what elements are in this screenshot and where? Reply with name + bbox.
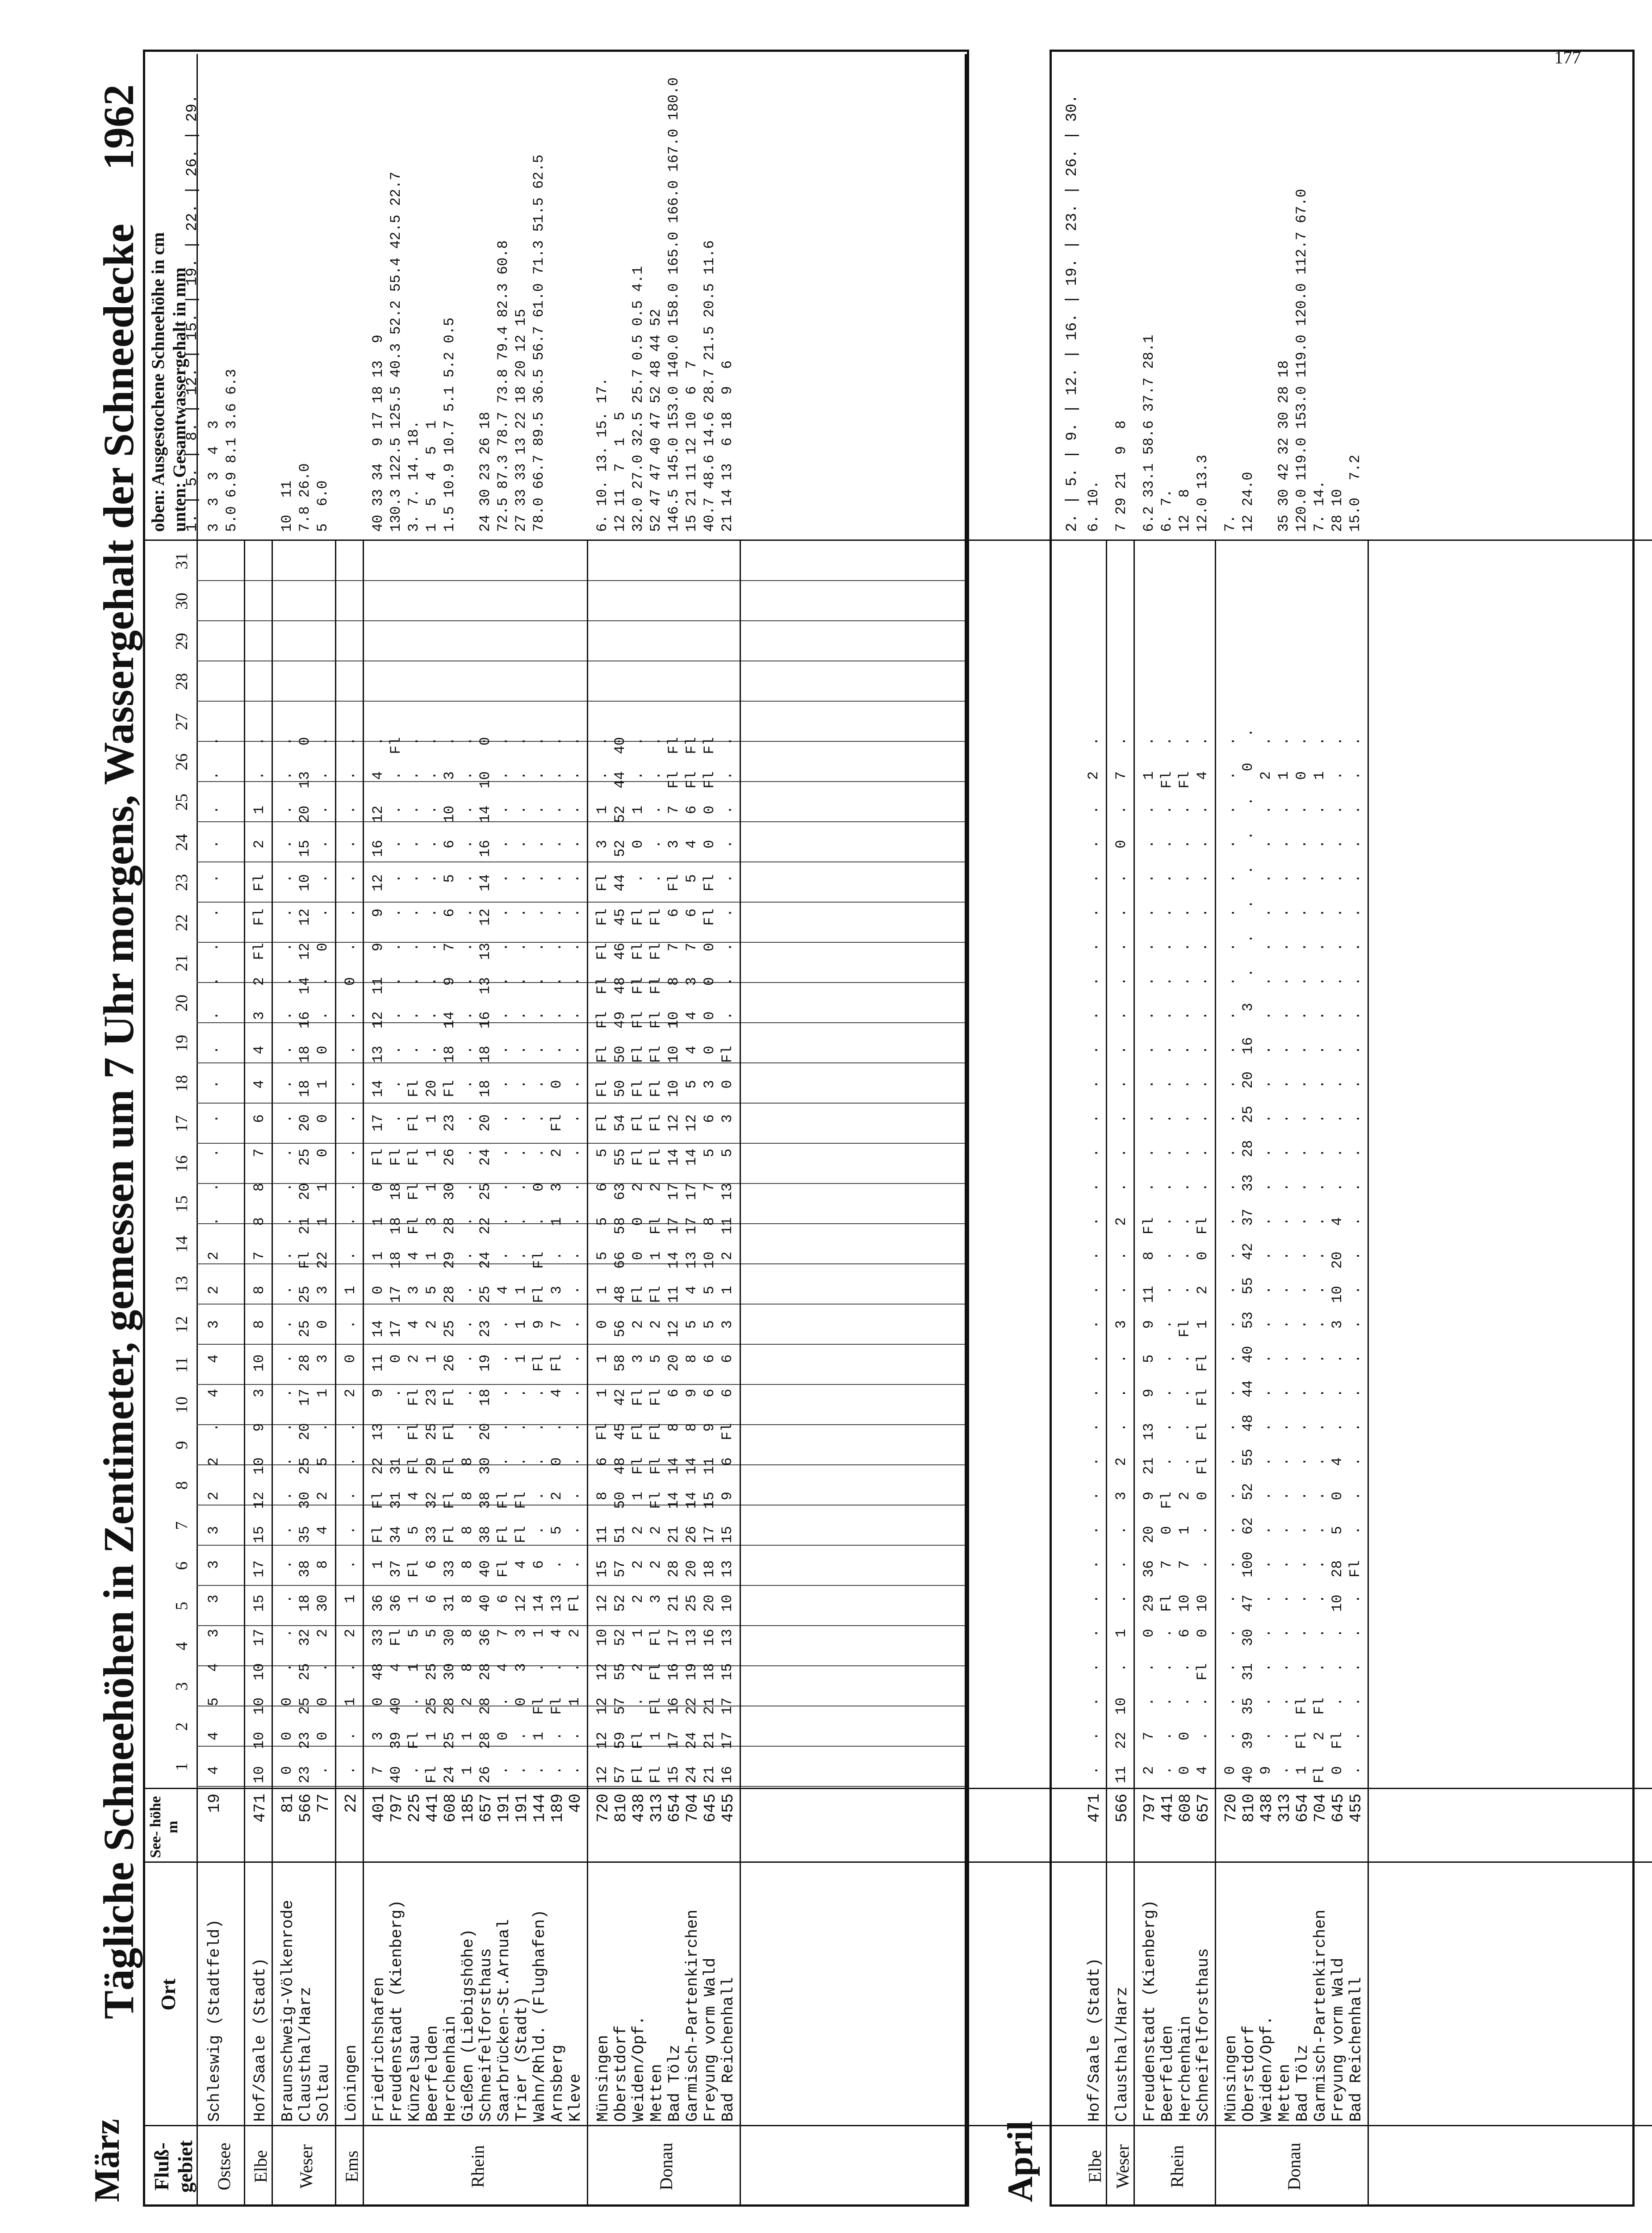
station-altitude: 654 xyxy=(665,1794,684,1823)
basin-label: Elbe xyxy=(1085,2150,1105,2183)
station-snow-notes: 12.0 13.3 xyxy=(1194,455,1211,532)
station-snow-notes: 28 10 xyxy=(1329,489,1346,532)
station-name: Clausthal/Harz xyxy=(1113,1986,1131,2122)
day-header-29: 29 xyxy=(172,633,191,650)
station-altitude: 810 xyxy=(612,1794,630,1823)
station-altitude: 438 xyxy=(1258,1794,1276,1823)
station-name: Oberstdorf xyxy=(612,2025,630,2122)
day-header-15: 15 xyxy=(172,1196,191,1213)
station-name: Metten xyxy=(1276,2064,1294,2122)
day-header-14: 14 xyxy=(172,1236,191,1253)
station-snow-notes: 32.0 27.0 32.5 25.7 0.5 0.5 4.1 xyxy=(630,266,646,532)
day-header-18: 18 xyxy=(172,1075,191,1092)
station-daily-values: 57 59 57 55 52 52 57 51 50 48 45 42 58 56 48 66 58 63 55 54 50 50 49 48 46 45 44 52 52 44 40 xyxy=(612,737,628,1783)
station-daily-values: 4 4 5 4 3 3 3 3 2 2 . 4 4 3 2 2 . . . . . . . . . . . . . . . xyxy=(205,737,222,1783)
march-note-dates: 1. | 5. | 8. | 12. | 15. | 19. | 22. | 26. | 29. xyxy=(184,94,201,532)
station-altitude: 471 xyxy=(251,1794,269,1823)
day-col-line xyxy=(197,620,965,621)
day-header-2: 2 xyxy=(172,1722,191,1731)
station-daily-values: . 1 Fl . 1 14 6 . . . . . Fl 9 Fl Fl . 0 . . . . . . . . . . . . . xyxy=(531,737,547,1783)
day-header-28: 28 xyxy=(172,673,191,690)
day-header-31: 31 xyxy=(172,552,191,569)
station-name: Freyung vorm Wald xyxy=(701,1957,719,2122)
station-altitude: 471 xyxy=(1085,1794,1104,1823)
station-daily-values: 15 17 16 16 17 21 28 21 14 14 8 6 20 12 11 14 17 17 14 12 10 10 10 8 7 6 Fl 3 7 Fl Fl xyxy=(665,737,682,1783)
station-snow-notes: 7. xyxy=(1222,514,1238,532)
station-altitude: 191 xyxy=(513,1794,531,1823)
station-daily-values: . . 1 . 2 1 . . . . . 2 0 . 1 . . . . . . . . 0 . . . . . . . xyxy=(342,737,359,1783)
station-snow-notes: 7. 14. xyxy=(1311,480,1328,532)
station-snow-notes: 35 30 42 32 30 28 18 xyxy=(1276,360,1292,532)
station-daily-values: Fl 2 Fl . . . . . . . . . . . . . . . . . . . . . . . . . . 1 . xyxy=(1311,737,1328,1783)
header-place: Ort xyxy=(157,1978,180,2011)
station-daily-values: 24 24 22 19 13 25 20 26 14 14 8 9 8 5 4 13 17 17 14 12 5 4 4 3 7 6 5 4 6 Fl Fl xyxy=(683,737,700,1783)
day-header-1: 1 xyxy=(172,1762,191,1771)
station-snow-notes: 12 8 xyxy=(1176,489,1193,532)
station-snow-notes: 146.5 145.0 153.0 140.0 158.0 165.0 166.0 167.0 180.0 xyxy=(665,77,682,532)
day-header-12: 12 xyxy=(172,1316,191,1333)
station-altitude: 77 xyxy=(314,1794,333,1813)
station-daily-values: . . 0 3 3 12 4 Fl Fl . . . 1 1 1 . . . . . . . . . . . . . . . . xyxy=(513,737,529,1783)
station-snow-notes: 5 6.0 xyxy=(314,480,331,532)
station-name: Kleve xyxy=(566,2073,585,2122)
day-header-24: 24 xyxy=(172,834,191,851)
station-snow-notes: 6. 7. xyxy=(1158,489,1175,532)
station-name: Bad Reichenhall xyxy=(719,1977,737,2122)
station-name: Bad Tölz xyxy=(665,2045,684,2122)
basin-divider xyxy=(587,541,588,2207)
station-snow-notes: 78.0 66.7 89.5 36.5 56.7 61.0 71.3 51.5 62.5 xyxy=(531,155,547,532)
station-daily-values: 0 0 0 . . . . . . . . . . . . . . . . . . . . . . . . . . . . xyxy=(279,737,295,1783)
april-note-dates: 2. | 5. | 9. | 12. | 16. | 19. | 23. | 26. | 30. xyxy=(1064,94,1081,532)
basin-label: Elbe xyxy=(251,2150,271,2183)
notes-header-bottom: unten: Gesamtwassergehalt in mm xyxy=(169,267,189,532)
station-name: Hof/Saale (Stadt) xyxy=(251,1957,269,2122)
station-name: Garmisch-Partenkirchen xyxy=(683,1909,702,2122)
station-name: Bad Reichenhall xyxy=(1347,1977,1365,2122)
station-name: Schleswig (Stadtfeld) xyxy=(205,1919,224,2122)
station-daily-values: . 0 . 4 7 6 Fl Fl Fl . . . . . 4 . . . . . . . . . . . . . . . . xyxy=(495,737,511,1783)
basin-label: Donau xyxy=(1284,2142,1304,2191)
station-name: Herchenhain xyxy=(1176,2016,1195,2122)
station-daily-values: 24 25 28 30 30 31 33 Fl Fl Fl Fl Fl 26 25 28 29 28 30 26 23 Fl 18 14 9 7 6 5 6 10 3 . xyxy=(441,737,458,1783)
station-daily-values: 23 23 25 25 32 18 38 35 30 25 20 17 28 25 25 Fl 21 20 25 20 18 18 16 14 12 12 10 15 20 13 0 xyxy=(297,737,313,1783)
station-name: Weiden/Opf. xyxy=(630,2016,648,2122)
day-header-19: 19 xyxy=(172,1035,191,1052)
basin-label: Weser xyxy=(296,2144,316,2189)
station-snow-notes: 27 33 33 13 22 18 20 12 15 xyxy=(513,309,529,532)
station-name: Schneifelforsthaus xyxy=(477,1948,495,2122)
page-title: Tägliche Schneehöhen in Zentimeter, gemessen um 7 Uhr morgens, Wassergehalt der Schneedecke xyxy=(95,223,142,2020)
basin-divider xyxy=(1133,541,1135,2207)
station-snow-notes: 1.5 10.9 10.7 5.1 5.2 0.5 xyxy=(441,317,458,532)
station-name: Herchenhain xyxy=(441,2016,460,2122)
station-altitude: 645 xyxy=(701,1794,719,1823)
day-header-4: 4 xyxy=(172,1642,191,1651)
station-altitude: 81 xyxy=(279,1794,297,1813)
station-snow-notes: 6. 10. 13. 15. 17. xyxy=(594,377,611,532)
day-header-25: 25 xyxy=(172,794,191,811)
basin-label: Donau xyxy=(656,2142,676,2191)
month-label-april: April xyxy=(1001,2120,1040,2202)
day-header-21: 21 xyxy=(172,954,191,971)
station-altitude: 566 xyxy=(1113,1794,1131,1823)
station-name: Hof/Saale (Stadt) xyxy=(1085,1957,1104,2122)
station-snow-notes: 21 14 13 6 18 9 6 xyxy=(719,360,736,532)
station-altitude: 144 xyxy=(531,1794,549,1823)
station-name: Beerfelden xyxy=(423,2025,442,2122)
day-col-line xyxy=(197,1786,965,1787)
station-daily-values: 10 10 10 10 17 15 17 15 12 10 9 3 10 8 8 7 8 8 7 6 4 4 3 2 Fl Fl Fl 2 1 . . xyxy=(251,737,268,1783)
station-name: Freudenstadt (Kienberg) xyxy=(1141,1900,1159,2122)
station-snow-notes: 3. 7. 14. 18. xyxy=(406,420,422,532)
station-altitude: 645 xyxy=(1329,1794,1347,1823)
station-altitude: 608 xyxy=(441,1794,460,1823)
station-name: Beerfelden xyxy=(1158,2025,1177,2122)
day-header-3: 3 xyxy=(172,1682,191,1691)
station-daily-values: 40 39 35 31 30 47 100 62 52 55 48 44 40 53 55 42 37 33 28 25 20 16 3 . . . . . . 0 . xyxy=(1240,728,1256,1783)
basin-label: Rhein xyxy=(1167,2145,1187,2188)
station-snow-notes: 1 5 4 5 1 xyxy=(423,420,440,532)
day-header-10: 10 xyxy=(172,1397,191,1413)
station-daily-values: . . Fl . 4 13 . 5 2 0 . 4 Fl 7 3 . 1 3 2 Fl 0 . . . . . . . . . . xyxy=(548,737,565,1783)
day-header-26: 26 xyxy=(172,753,191,770)
station-daily-values: . . . . . Fl 7 0 Fl . . . . . . . . . . . . . . . . . . . . Fl . xyxy=(1158,737,1175,1783)
station-name: Friedrichshafen xyxy=(370,1977,388,2122)
station-snow-notes: 6.2 33.1 58.6 37.7 28.1 xyxy=(1141,335,1157,532)
station-altitude: 455 xyxy=(1347,1794,1365,1823)
station-daily-values: Fl 1 Fl Fl Fl 3 2 2 Fl Fl Fl Fl 5 2 Fl 1 Fl 2 Fl Fl Fl Fl Fl Fl Fl Fl . . . . . xyxy=(648,737,664,1783)
station-snow-notes: 120.0 119.0 153.0 119.0 120.0 112.7 67.0 xyxy=(1293,188,1310,532)
station-daily-values: 0 . . . . . . . . . . . . . . . . . . . . . . . . . . . . . . xyxy=(1222,737,1238,1783)
station-altitude: 441 xyxy=(1158,1794,1177,1823)
station-name: Oberstdorf xyxy=(1240,2025,1258,2122)
station-snow-notes: 24 30 23 26 18 xyxy=(477,412,494,532)
station-daily-values: . 0 0 . 2 30 8 4 2 5 . 1 3 0 3 22 1 1 0 0 1 0 . . 0 . . . . . . xyxy=(314,737,331,1783)
basin-divider xyxy=(335,541,336,2207)
station-altitude: 455 xyxy=(719,1794,737,1823)
station-altitude: 40 xyxy=(566,1794,585,1813)
page-number: 177 xyxy=(1554,47,1581,67)
station-altitude: 566 xyxy=(297,1794,315,1823)
station-daily-values: 0 0 . . 6 10 7 1 2 . . . . Fl . . . . . . . . . . . . . . . Fl . xyxy=(1176,737,1193,1783)
station-daily-values: 16 17 17 15 13 10 13 15 9 6 Fl 6 6 3 1 2 11 13 5 3 0 Fl . . . . . . . . . xyxy=(719,737,736,1783)
station-snow-notes: 40 33 34 9 17 18 13 9 xyxy=(370,335,386,532)
station-daily-values: 11 22 10 . 1 . . . 3 2 . . . 3 . . 2 . . . . . . . . . . 0 . 7 . xyxy=(1113,737,1129,1783)
basin-divider xyxy=(363,541,364,2207)
station-daily-values: 40 39 40 4 Fl 36 37 34 31 31 . . 0 17 17 18 18 18 Fl . . . . . . . . . . . Fl xyxy=(388,737,404,1783)
station-snow-notes: 12 24.0 xyxy=(1240,472,1256,532)
station-daily-values: 12 12 12 12 10 12 15 11 8 6 Fl 1 1 0 1 5 5 6 5 Fl Fl Fl Fl Fl Fl Fl Fl 3 1 . . xyxy=(594,737,611,1783)
station-altitude: 185 xyxy=(459,1794,477,1823)
station-altitude: 797 xyxy=(1141,1794,1159,1823)
basin-divider xyxy=(1215,541,1216,2207)
station-daily-values: 0 Fl . . . 10 28 5 0 4 . . . 3 10 20 4 . . . . . . . . . . . . . . xyxy=(1329,737,1346,1783)
year-label: 1962 xyxy=(95,84,142,170)
basin-label: Rhein xyxy=(468,2145,488,2188)
station-name: Metten xyxy=(648,2064,666,2122)
day-header-13: 13 xyxy=(172,1276,191,1293)
basin-divider xyxy=(244,541,245,2207)
day-col-line xyxy=(197,580,965,581)
day-header-6: 6 xyxy=(172,1561,191,1570)
basin-divider xyxy=(272,541,273,2207)
header-basin: Fluß- gebiet xyxy=(150,2140,197,2193)
station-daily-values: 1 Fl Fl . . . . . . . . . . . . . . . . . . . . . . . . . . 0 . xyxy=(1293,737,1310,1783)
station-altitude: 441 xyxy=(423,1794,442,1823)
station-daily-values: . . . . . . . . . . . . . . . . . . . . . . . . . . . . . 1 . xyxy=(1276,737,1292,1783)
station-altitude: 401 xyxy=(370,1794,388,1823)
day-header-9: 9 xyxy=(172,1441,191,1450)
station-daily-values: Fl Fl . 2 1 2 2 2 1 Fl Fl Fl 3 2 Fl 0 0 2 Fl Fl Fl Fl Fl Fl Fl Fl . 0 1 . . xyxy=(630,737,646,1783)
station-name: Münsingen xyxy=(1222,2035,1240,2122)
station-altitude: 313 xyxy=(648,1794,666,1823)
station-altitude: 704 xyxy=(683,1794,702,1823)
day-header-22: 22 xyxy=(172,914,191,931)
station-altitude: 657 xyxy=(1194,1794,1213,1823)
day-header-8: 8 xyxy=(172,1481,191,1490)
basin-divider xyxy=(740,541,741,2207)
station-altitude: 438 xyxy=(630,1794,648,1823)
station-snow-notes: 6. 10. xyxy=(1085,480,1102,532)
station-snow-notes: 130.3 122.5 125.5 40.3 52.2 55.4 42.5 22.7 xyxy=(388,171,404,532)
station-snow-notes: 5.0 6.9 8.1 3.6 6.3 xyxy=(223,369,240,532)
station-altitude: 608 xyxy=(1176,1794,1195,1823)
station-altitude: 22 xyxy=(342,1794,360,1813)
station-name: Garmisch-Partenkirchen xyxy=(1311,1909,1330,2122)
day-header-27: 27 xyxy=(172,713,191,730)
station-altitude: 654 xyxy=(1293,1794,1312,1823)
station-altitude: 313 xyxy=(1276,1794,1294,1823)
station-daily-values: 21 21 21 18 16 20 18 17 15 11 9 6 6 5 5 10 8 7 5 6 3 0 0 0 0 Fl Fl 0 0 Fl Fl xyxy=(701,737,718,1783)
basin-label: Ems xyxy=(342,2150,362,2183)
day-header-16: 16 xyxy=(172,1155,191,1172)
basin-label: Ostsee xyxy=(214,2142,234,2191)
station-snow-notes: 3 3 3 4 3 xyxy=(205,420,222,532)
month-divider xyxy=(965,54,967,2207)
station-daily-values: . Fl . 1 5 1 Fl 5 4 Fl Fl Fl 2 4 3 4 Fl Fl Fl Fl Fl . . . . . . . . . . xyxy=(406,737,422,1783)
station-altitude: 797 xyxy=(388,1794,406,1823)
station-snow-notes: 15.0 7.2 xyxy=(1347,455,1363,532)
station-daily-values: Fl 1 25 25 5 6 6 33 32 29 25 23 1 2 5 1 3 1 1 1 20 . . . . . . . . . . xyxy=(423,737,440,1783)
notes-header-top: oben: Ausgestochene Schneehöhe in cm xyxy=(148,232,168,532)
station-altitude: 189 xyxy=(548,1794,567,1823)
day-header-23: 23 xyxy=(172,874,191,891)
station-altitude: 720 xyxy=(1222,1794,1240,1823)
station-altitude: 704 xyxy=(1311,1794,1330,1823)
station-name: Wahn/Rhld. (Flughafen) xyxy=(531,1909,549,2122)
station-snow-notes: 7.8 26.0 xyxy=(297,463,313,532)
station-snow-notes: 10 11 xyxy=(279,480,295,532)
station-daily-values: 2 7 . . 0 29 36 20 9 21 13 9 5 9 11 8 Fl . . . . . . . . . . . . 1 . xyxy=(1141,737,1157,1783)
day-header-20: 20 xyxy=(172,995,191,1012)
station-daily-values: 7 3 0 48 33 36 1 Fl Fl 22 13 9 11 14 0 1 1 0 Fl 17 14 13 12 11 9 9 12 16 12 4 . xyxy=(370,737,386,1783)
station-name: Bad Tölz xyxy=(1293,2045,1312,2122)
station-altitude: 720 xyxy=(594,1794,612,1823)
station-daily-values: . . . . . . . . . . . . . . . . . . . . . . . . . . . . . 2 . xyxy=(1085,737,1102,1783)
station-name: Gießen (Liebigshöhe) xyxy=(459,1928,477,2122)
station-snow-notes: 15 21 11 12 10 6 7 xyxy=(683,360,700,532)
station-name: Clausthal/Harz xyxy=(297,1986,315,2122)
station-name: Freyung vorm Wald xyxy=(1329,1957,1347,2122)
day-header-17: 17 xyxy=(172,1115,191,1132)
month-label-march: März xyxy=(88,2119,127,2202)
station-name: Saarbrücken-St.Arnual xyxy=(495,1919,513,2122)
station-name: Arnsberg xyxy=(548,2045,567,2122)
station-name: Soltau xyxy=(314,2064,333,2122)
station-snow-notes: 72.5 87.3 78.7 73.8 79.4 82.3 60.8 xyxy=(495,240,511,532)
station-name: Trier (Stadt) xyxy=(513,1996,531,2122)
station-snow-notes: 12 11 7 1 5 xyxy=(612,412,628,532)
day-header-30: 30 xyxy=(172,593,191,610)
station-name: Weiden/Opf. xyxy=(1258,2016,1276,2122)
day-header-7: 7 xyxy=(172,1521,191,1530)
station-name: Künzelsau xyxy=(406,2035,424,2122)
station-name: Löningen xyxy=(342,2045,360,2122)
day-header-5: 5 xyxy=(172,1602,191,1610)
station-daily-values: . . . . . . Fl . . . . . . . . . . . . . . . . . . . . . . . . xyxy=(1347,737,1363,1783)
station-snow-notes: 40.7 48.6 14.6 28.7 21.5 20.5 11.6 xyxy=(701,240,718,532)
station-name: Schneifelforsthaus xyxy=(1194,1948,1213,2122)
station-name: Braunschweig-Völkenrode xyxy=(279,1900,297,2122)
basin-divider xyxy=(1368,541,1369,2207)
station-snow-notes: 7 29 21 9 8 xyxy=(1113,420,1129,532)
day-header-11: 11 xyxy=(172,1356,191,1373)
day-col-line xyxy=(197,701,965,702)
station-daily-values: 26 28 28 28 36 40 40 38 38 30 20 18 19 23 25 24 22 25 24 20 18 18 16 13 13 12 14 16 14 10 0 xyxy=(477,737,494,1783)
station-name: Münsingen xyxy=(594,2035,612,2122)
station-daily-values: . . 1 . 2 Fl . . . . . . . . . . . . . . . . . . . . . . . . . xyxy=(566,737,583,1783)
station-name: Freudenstadt (Kienberg) xyxy=(388,1900,406,2122)
station-altitude: 19 xyxy=(205,1794,224,1813)
header-altitude: See- höhe m xyxy=(147,1796,181,1858)
station-daily-values: 1 1 2 8 8 8 8 8 8 8 . . . . . . . . . . . . . . . . . . . . . xyxy=(459,737,476,1783)
station-altitude: 225 xyxy=(406,1794,424,1823)
station-daily-values: 4 . . Fl 0 10 . . 0 Fl Fl Fl Fl 1 2 0 Fl . . . . . . . . . . . . 4 . xyxy=(1194,737,1211,1783)
station-altitude: 810 xyxy=(1240,1794,1258,1823)
basin-divider xyxy=(1106,541,1107,2207)
station-snow-notes: 52 47 47 40 47 52 48 44 52 xyxy=(648,309,664,532)
station-altitude: 191 xyxy=(495,1794,513,1823)
station-daily-values: 9 . . . . . . . . . . . . . . . . . . . . . . . . . . . . 2 . xyxy=(1258,737,1274,1783)
basin-label: Weser xyxy=(1112,2144,1133,2189)
station-altitude: 657 xyxy=(477,1794,495,1823)
